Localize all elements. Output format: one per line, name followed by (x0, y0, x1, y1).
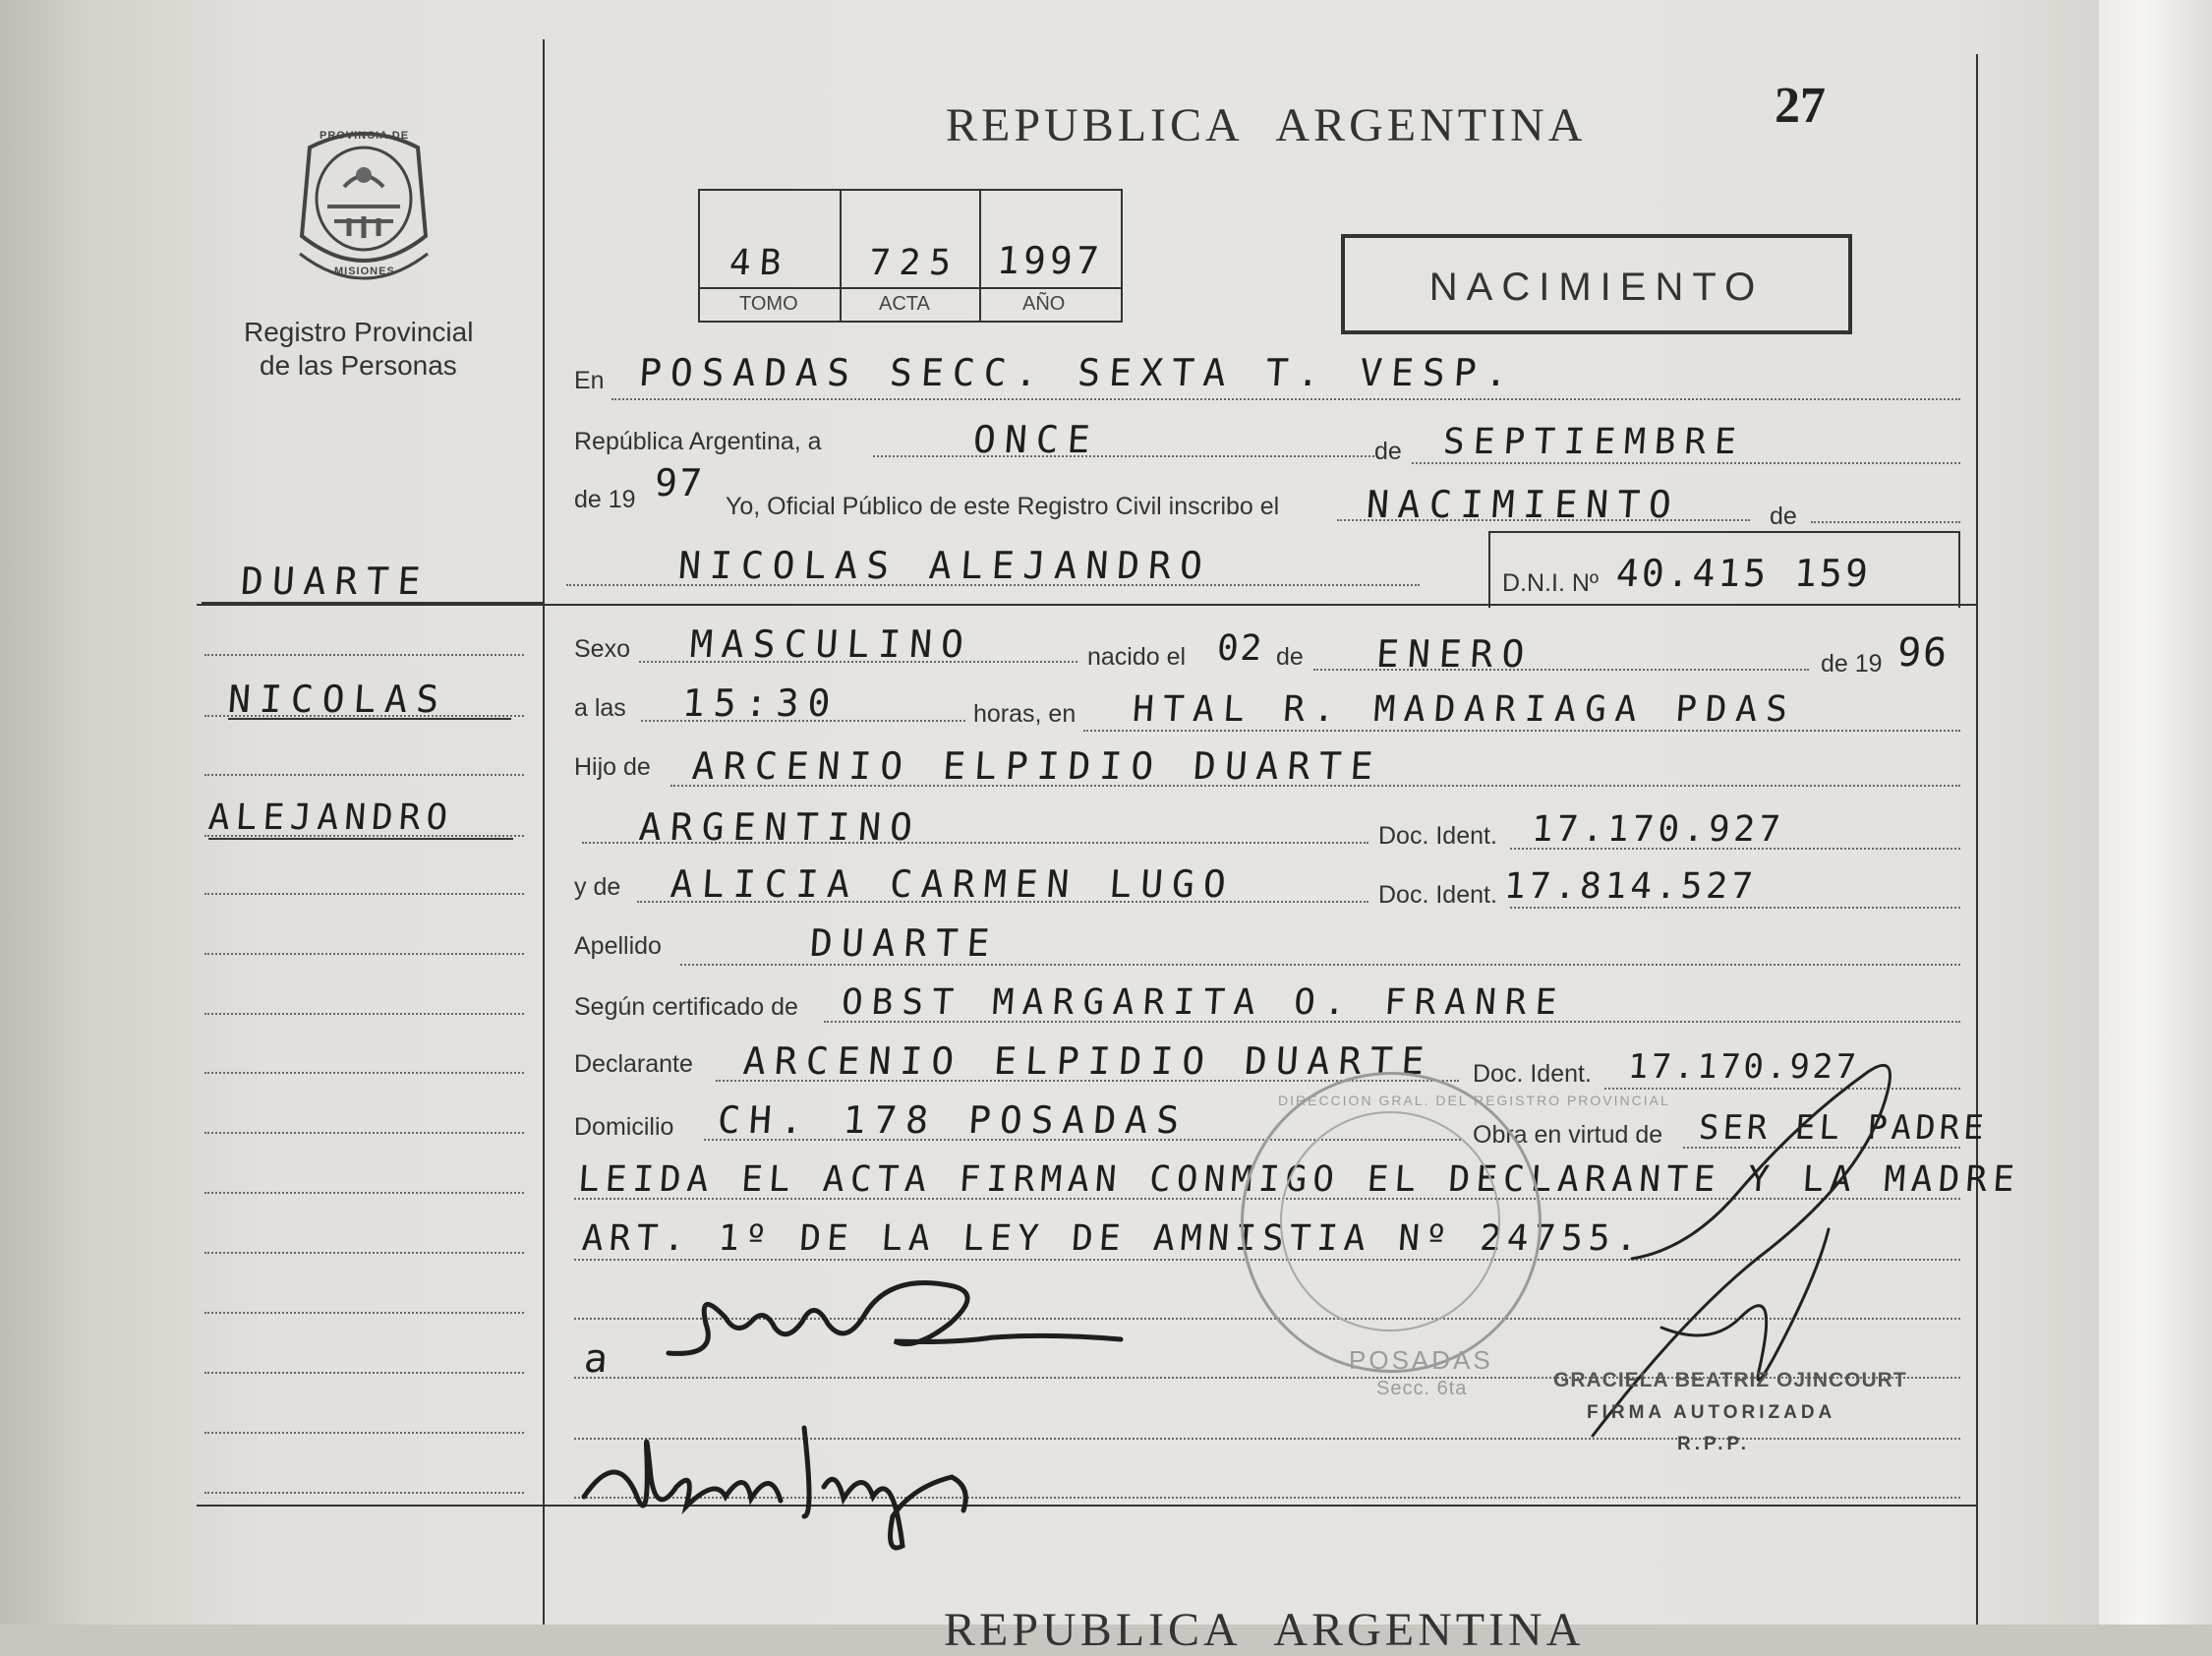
place-value: POSADAS SECC. SEXTA T. VESP. (637, 351, 1519, 394)
label-declarante: Declarante (574, 1050, 693, 1078)
label-apellido: Apellido (574, 932, 662, 960)
father-value: ARCENIO ELPIDIO DUARTE (690, 744, 1383, 788)
seal-city: POSADAS (1349, 1345, 1493, 1375)
year-value: 97 (653, 461, 706, 504)
record-type-box (1341, 234, 1852, 334)
label-de-child: de (1770, 503, 1797, 530)
page-edge (2099, 0, 2212, 1625)
record-type-label: NACIMIENTO (1428, 266, 1765, 309)
birth-month-value: ENERO (1374, 632, 1535, 676)
label-nacido-el: nacido el (1087, 643, 1187, 671)
acta-value: 725 (867, 243, 961, 283)
official-code: R.P.P. (1677, 1434, 1751, 1454)
day-value: ONCE (971, 418, 1101, 461)
mother-doc-value: 17.814.527 (1502, 866, 1759, 907)
label-de-19: de 19 (574, 486, 636, 513)
child-names-value: NICOLAS ALEJANDRO (676, 544, 1213, 587)
father-doc-value: 17.170.927 (1530, 809, 1786, 850)
label-de-19-birth: de 19 (1821, 650, 1883, 678)
dni-value: 40.415 159 (1614, 552, 1873, 595)
official-seal-inner-ring (1280, 1111, 1500, 1331)
label-y-de: y de (574, 873, 621, 901)
label-segun-certificado: Según certificado de (574, 993, 798, 1021)
record-number-box (698, 189, 1123, 323)
margin-name1: NICOLAS (226, 678, 449, 721)
label-obra-en-virtud: Obra en virtud de (1473, 1121, 1663, 1149)
signature-prefix: a (582, 1336, 618, 1382)
document-title: REPUBLICA ARGENTINA (946, 99, 1587, 151)
margin-name2: ALEJANDRO (206, 798, 455, 838)
label-dni: D.N.I. Nº (1502, 569, 1600, 597)
birth-place-value: HTAL R. MADARIAGA PDAS (1131, 689, 1798, 730)
address-value: CH. 178 POSADAS (716, 1098, 1190, 1142)
label-doc-ident-father: Doc. Ident. (1378, 822, 1497, 850)
note-line-2: ART. 1º DE LA LEY DE AMNISTIA Nº 24755. (580, 1218, 1645, 1259)
mother-value: ALICIA CARMEN LUGO (669, 862, 1237, 906)
margin-divider (543, 39, 545, 1625)
month-value: SEPTIEMBRE (1441, 422, 1747, 462)
page-number: 27 (1775, 78, 1826, 134)
father-nationality-value: ARGENTINO (637, 805, 923, 849)
label-domicilio: Domicilio (574, 1113, 674, 1141)
note-line-1: LEIDA EL ACTA FIRMAN CONMIGO EL DECLARANTE Y LA MADRE (576, 1159, 2022, 1200)
surname-value: DUARTE (808, 921, 1000, 965)
official-name: GRACIELA BEATRIZ OJINCOURT (1553, 1369, 1907, 1391)
next-page-title: REPUBLICA ARGENTINA (944, 1604, 1585, 1656)
tomo-value: 4B (728, 243, 791, 283)
logo-text-bottom: MISIONES (334, 266, 395, 277)
anio-value: 1997 (995, 239, 1105, 282)
official-role: FIRMA AUTORIZADA (1587, 1402, 1836, 1423)
declarant-signature (659, 1269, 1131, 1377)
label-doc-ident-declarant: Doc. Ident. (1473, 1060, 1592, 1088)
next-page-title-clip (944, 1604, 1612, 1656)
seal-text: DIRECCION GRAL. DEL REGISTRO PROVINCIAL (1278, 1093, 1670, 1108)
tomo-label: TOMO (739, 293, 798, 315)
label-doc-ident-mother: Doc. Ident. (1378, 881, 1497, 909)
registry-name-line1: Registro Provincial (244, 317, 474, 347)
event-value: NACIMIENTO (1365, 483, 1682, 526)
seal-sec: Secc. 6ta (1376, 1378, 1468, 1399)
anio-label: AÑO (1022, 293, 1066, 315)
label-yo-oficial: Yo, Oficial Público de este Registro Civil inscribo el (726, 493, 1280, 520)
margin-surname: DUARTE (239, 560, 431, 603)
label-hijo-de: Hijo de (574, 753, 651, 781)
label-a-las: a las (574, 694, 626, 722)
footer-divider (197, 1505, 1978, 1507)
declarant-doc-value: 17.170.927 (1626, 1047, 1861, 1087)
label-en: En (574, 367, 605, 394)
certificate-by-value: OBST MARGARITA O. FRANRE (840, 982, 1567, 1023)
registry-name-line2: de las Personas (260, 350, 457, 381)
acta-label: ACTA (879, 293, 930, 315)
label-de-month: de (1374, 438, 1402, 465)
label-sexo: Sexo (574, 635, 630, 663)
birth-time-value: 15:30 (680, 681, 841, 725)
label-de-birth: de (1276, 643, 1304, 671)
by-virtue-of-value: SER EL PADRE (1697, 1108, 1990, 1148)
birth-day-value: 02 (1215, 628, 1265, 669)
mother-signature (578, 1408, 991, 1556)
birth-year-value: 96 (1895, 630, 1950, 676)
right-border (1976, 54, 1978, 1625)
logo-text-top: PROVINCIA DE (320, 130, 410, 142)
label-horas-en: horas, en (973, 700, 1077, 728)
declarant-value: ARCENIO ELPIDIO DUARTE (741, 1039, 1434, 1083)
sex-value: MASCULINO (688, 622, 974, 666)
label-republica: República Argentina, a (574, 428, 822, 455)
